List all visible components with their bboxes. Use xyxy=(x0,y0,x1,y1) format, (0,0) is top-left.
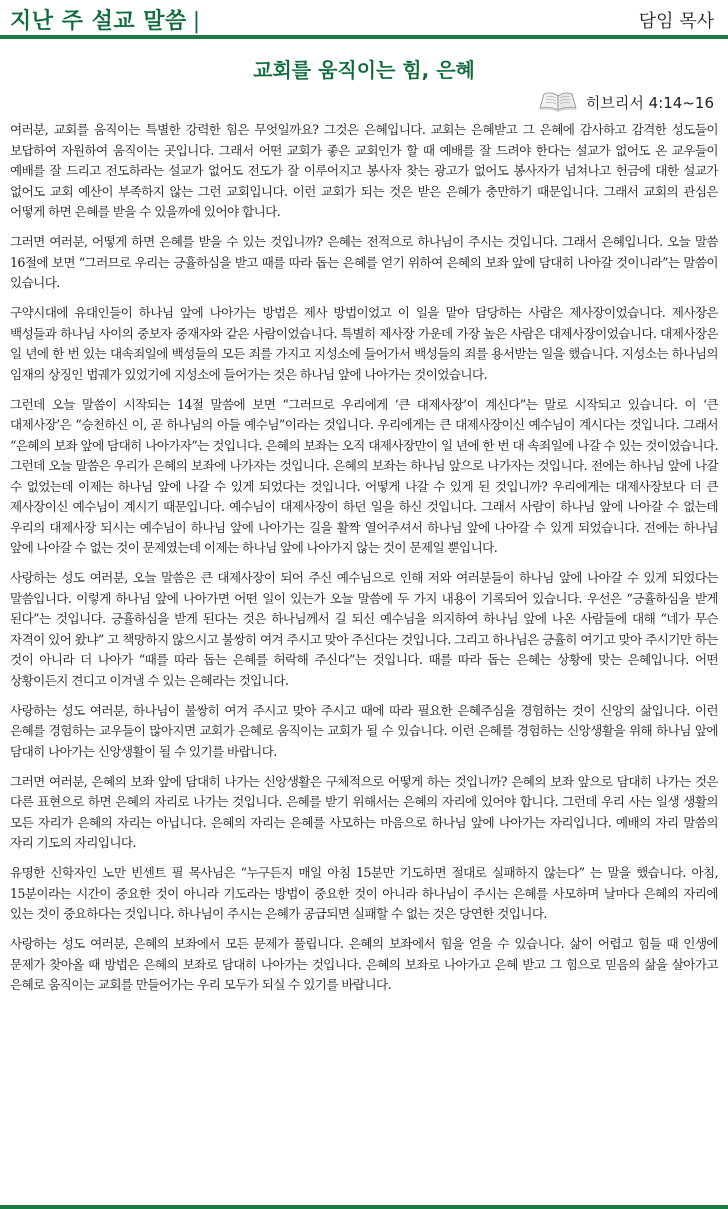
header-rule xyxy=(0,35,728,39)
paragraph: 유명한 신학자인 노만 빈센트 필 목사님은 “누구든지 매일 아침 15분만 기도하면 절대로 실패하지 않는다” 는 말을 했습니다. 아침, 15분이라는 시간이 중요한 것이 아니라 기도라는 방법이 중요한 것이 아니라 하나님이 주시는 은혜를 사모하며 날마다 은혜의 자리에 있는 것이 중요하다는 것입니다. 하나님이 주시는 은혜가 공급되면 실패할 수 없는 것은 당연한 것입니다. xyxy=(10,865,718,921)
paragraph: 여러분, 교회를 움직이는 특별한 강력한 힘은 무엇일까요? 그것은 은혜입니다. 교회는 은혜받고 그 은혜에 감사하고 감격한 성도들이 보답하여 자원하여 움직이는 곳입니다. 그래서 어떤 교회가 좋은 교회인가 할 때 예배를 잘 드려야 한다는 설교가 없어도 온 교우들이 예배를 잘 드리고 전도하라는 설교가 없어도 전도가 잘 이루어지고 봉사자 찾는 광고가 없어도 봉사자가 넘쳐나고 헌금에 대한 설교가 없어도 교회 예산이 부족하지 않는 그런 교회입니다. 이런 교회가 되는 것은 받은 은혜가 충만하기 때문입니다. 그래서 교회의 관심은 어떻게 하면 은혜를 받을 수 있을까에 있어야 합니다. xyxy=(10,122,718,219)
paragraph: 사랑하는 성도 여러분, 오늘 말씀은 큰 대제사장이 되어 주신 예수님으로 인해 저와 여러분들이 하나님 앞에 나아갈 수 있게 되었다는 말씀입니다. 이렇게 하나님 앞에 나아가면 어떤 일이 있는가 오늘 말씀에 두 가지 내용이 기록되어 있습니다. 우선은 “긍휼하심을 받게 된다”는 것입니다. 긍휼하심을 받게 된다는 것은 하나님께서 길 되신 예수님을 의지하여 하나님 앞에 나온 사람들에 대해 “네가 무슨 자격이 있어 왔냐” 고 책망하지 않으시고 불쌍히 여겨 주시고 맞아 주신다는 것입니다. 그리고 하나님은 긍휼히 여기고 맞아 주시기만 하는 것이 아니라 더 나아가 “때를 따라 돕는 은혜를 허락해 주신다”는 것입니다. 때를 따라 돕는 은혜는 상황에 맞는 은혜입니다. 어떤 상황이든지 견디고 이겨낼 수 있는 은혜라는 것입니다. xyxy=(10,570,718,688)
open-book-icon xyxy=(538,88,578,116)
title-separator: | xyxy=(192,9,201,34)
paragraph: 그런데 오늘 말씀이 시작되는 14절 말씀에 보면 “그러므로 우리에게 ‘큰 대제사장’이 계신다”는 말로 시작되고 있습니다. 이 ‘큰 대제사장’은 “승천하신 이, 곧 하나님의 아들 예수님”이라는 것입니다. 우리에게는 큰 대제사장이신 예수님이 계시다는 것입니다. 그래서 “은혜의 보좌 앞에 담대히 나아가자”는 것입니다. 은혜의 보좌는 오직 대제사장만이 일 년에 한 번 대 속죄일에 나갈 수 있는 것이었습니다. 그런데 오늘 말씀은 우리가 은혜의 보좌에 나가자는 것입니다. 은혜의 보좌는 하나님 앞으로 나가자는 것입니다. 전에는 하나님 앞에 나갈 수 없었는데 이제는 하나님 앞에 나갈 수 있게 되었다는 것입니다. 어떻게 나갈 수 있게 된 것입니까? 우리에게는 대제사장보다 더 큰 제사장이신 예수님이 계시기 때문입니다. 예수님이 대제사장이 하던 일을 하신 것입니다. 그래서 사람이 하나님 앞에 나아갈 수 없는데 우리의 대제사장 되시는 예수님이 하나님 앞에 나아가는 길을 활짝 열어주셔서 하나님 앞에 나아갈 수 있게 되었습니다. 전에는 하나님 앞에 나아갈 수 없는 것이 문제였는데 이제는 하나님 앞에 나아가지 않는 것이 문제일 뿐입니다. xyxy=(10,396,718,555)
paragraph: 사랑하는 성도 여러분, 하나님이 불쌍히 여겨 주시고 맞아 주시고 때에 따라 필요한 은혜주심을 경험하는 것이 신앙의 삶입니다. 이런 은혜를 경험하는 교우들이 많아지면 교회가 은혜로 움직이는 교회가 될 수 있습니다. 이런 은혜를 경험하는 신앙생활을 위해 하나님 앞에 담대히 나아가는 신앙생활이 될 수 있기를 바랍니다. xyxy=(10,702,718,759)
scripture-text: 히브리서 4:14~16 xyxy=(585,93,714,112)
paragraph: 구약시대에 유대인들이 하나님 앞에 나아가는 방법은 제사 방법이었고 이 일을 맡아 담당하는 사람은 제사장이었습니다. 제사장은 백성들과 하나님 사이의 중보자 중재자와 같은 사람이었습니다. 특별히 제사장 가운데 가장 높은 사람은 대제사장이었습니다. 대제사장은 일 년에 한 번 있는 대속죄일에 백성들의 모든 죄를 가지고 지성소에 들어가서 백성들의 죄를 용서받는 일을 했습니다. 지성소는 하나님의 임재의 상징인 법궤가 있었기에 지성소에 들어가는 것은 하나님 앞에 나아가는 것이었습니다. xyxy=(10,305,718,382)
footer-rule xyxy=(0,1205,728,1209)
paragraph: 그러면 여러분, 어떻게 하면 은혜를 받을 수 있는 것입니까? 은혜는 전적으로 하나님이 주시는 것입니다. 그래서 은혜입니다. 오늘 말씀 16절에 보면 “그러므로 우리는 긍휼하심을 받고 때를 따라 돕는 은혜를 얻기 위하여 은혜의 보좌 앞에 담대히 나아갈 것이니라”는 말씀이 있습니다. xyxy=(10,234,719,290)
sermon-body xyxy=(10,120,718,1005)
scripture-reference xyxy=(538,90,714,114)
paragraph: 사랑하는 성도 여러분, 은혜의 보좌에서 모든 문제가 풀립니다. 은혜의 보좌에서 힘을 얻을 수 있습니다. 삶이 어렵고 힘들 때 인생에 문제가 찾아올 때 방법은 은혜의 보좌로 담대히 나아가는 것입니다. 은혜의 보좌로 나아가고 은혜 받고 그 힘으로 믿음의 삶을 살아가고 은혜로 움직이는 교회를 만들어가는 우리 모두가 되실 수 있기를 바랍니다. xyxy=(10,936,718,992)
author-label: 담임 목사 xyxy=(638,11,714,32)
section-title-text: 지난 주 설교 말씀 xyxy=(10,9,187,34)
paragraph: 그러면 여러분, 은혜의 보좌 앞에 담대히 나가는 신앙생활은 구체적으로 어떻게 하는 것입니까? 은혜의 보좌 앞으로 담대히 나가는 것은 다른 표현으로 하면 은혜의 자리로 나가는 것입니다. 은혜를 받기 위해서는 은혜의 자리에 있어야 합니다. 그런데 우리 사는 일생 생활의 모든 자리가 은혜의 자리는 아닙니다. 은혜의 자리는 은혜를 사모하는 마음으로 하나님 앞에 나아가는 자리입니다. 예배의 자리 말씀의 자리 기도의 자리입니다. xyxy=(10,773,718,850)
sermon-title: 교회를 움직이는 힘, 은혜 xyxy=(253,58,475,82)
page-header xyxy=(0,0,728,36)
section-title xyxy=(10,4,201,35)
